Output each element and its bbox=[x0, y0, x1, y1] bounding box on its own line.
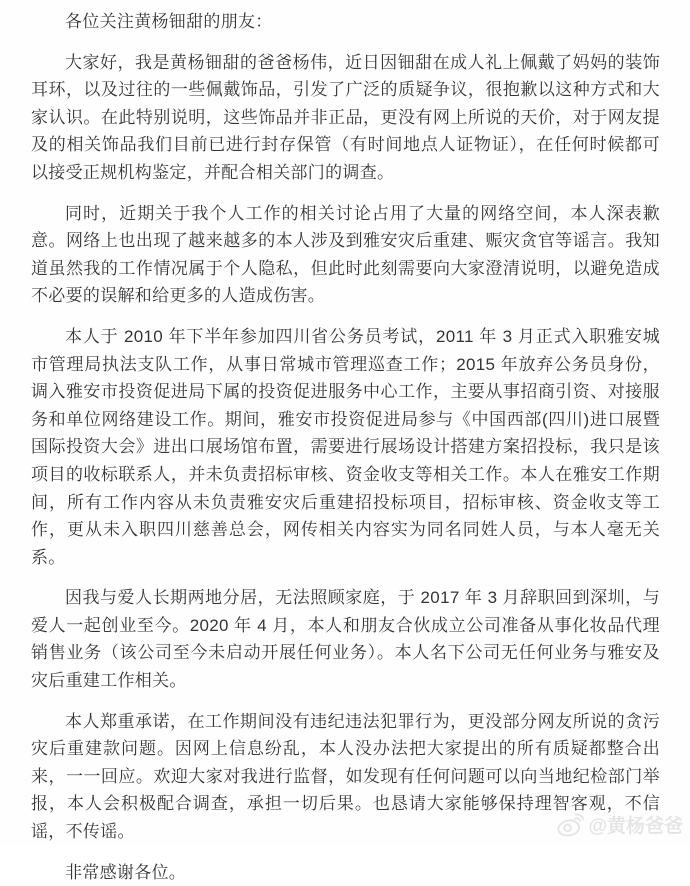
paragraph-work-history: 本人于 2010 年下半年参加四川省公务员考试，2011 年 3 月正式入职雅安城市管理局执法支队工作，从事日常城市管理巡查工作；2015 年放弃公务员身份，调入雅安市投资促进局下属的投资促进服务中心工作，主要从事招商引资、对接服务和单位网络建设工作。期间，雅安市投资促进局参与《中国西部(四川)进口展暨国际投资大会》进出口展场馆布置，需要进行展场设计搭建方案招投标，我只是该项目的收标联系人，并未负责招标审核、资金收支等相关工作。本人在雅安工作期间，所有工作内容从未负责雅安灾后重建招投标项目，招标审核、资金收支等工作，更从未入职四川慈善总会，网传相关内容实为同名同姓人员，与本人毫无关系。 bbox=[31, 326, 660, 567]
paragraph-rumors-clarification: 同时，近期关于我个人工作的相关讨论占用了大量的网络空间，本人深表歉意。网络上也出现了越来越多的本人涉及到雅安灾后重建、赈灾贪官等谣言。我知道虽然我的工作情况属于个人隐私，但此时此刻需要向大家澄清说明，以避免造成不必要的误解和给更多的人造成伤害。 bbox=[31, 203, 660, 306]
paragraph-pledge: 本人郑重承诺，在工作期间没有违纪违法犯罪行为，更没部分网友所说的贪污灾后重建款问题。因网上信息纷乱，本人没办法把大家提出的所有质疑都整合出来，一一回应。欢迎大家对我进行监督，如发现有任何问题可以向当地纪检部门举报，本人会积极配合调查，承担一切后果。也恳请大家能够保持理智客观，不信谣，不传谣。 bbox=[31, 711, 660, 842]
paragraph-apology-jewelry: 大家好，我是黄杨钿甜的爸爸杨伟，近日因钿甜在成人礼上佩戴了妈妈的装饰耳环，以及过往的一些佩戴饰品，引发了广泛的质疑争议，很抱歉以这种方式和大家认识。在此特别说明，这些饰品并非正品，更没有网上所说的天价，对于网友提及的相关饰品我们目前已进行封存保管（有时间地点人证物证），在任何时候都可以接受正规机构鉴定，并配合相关部门的调查。 bbox=[31, 52, 660, 182]
watermark-username: @黄杨爸爸 bbox=[588, 816, 683, 837]
salutation-line: 各位关注黄杨钿甜的朋友： bbox=[65, 12, 273, 31]
paragraph-resignation-business: 因我与爱人长期两地分居，无法照顾家庭，于 2017 年 3 月辞职回到深圳，与爱人一起创业至今。2020 年 4 月，本人和朋友合伙成立公司准备从事化妆品代理销售业务（该公司至今未启动开展任何业务）。本人名下公司无任何业务与雅安及灾后重建工作相关。 bbox=[31, 588, 660, 691]
weibo-watermark bbox=[556, 811, 683, 838]
weibo-logo-icon bbox=[556, 813, 584, 837]
closing-line: 非常感谢各位。 bbox=[65, 862, 187, 882]
